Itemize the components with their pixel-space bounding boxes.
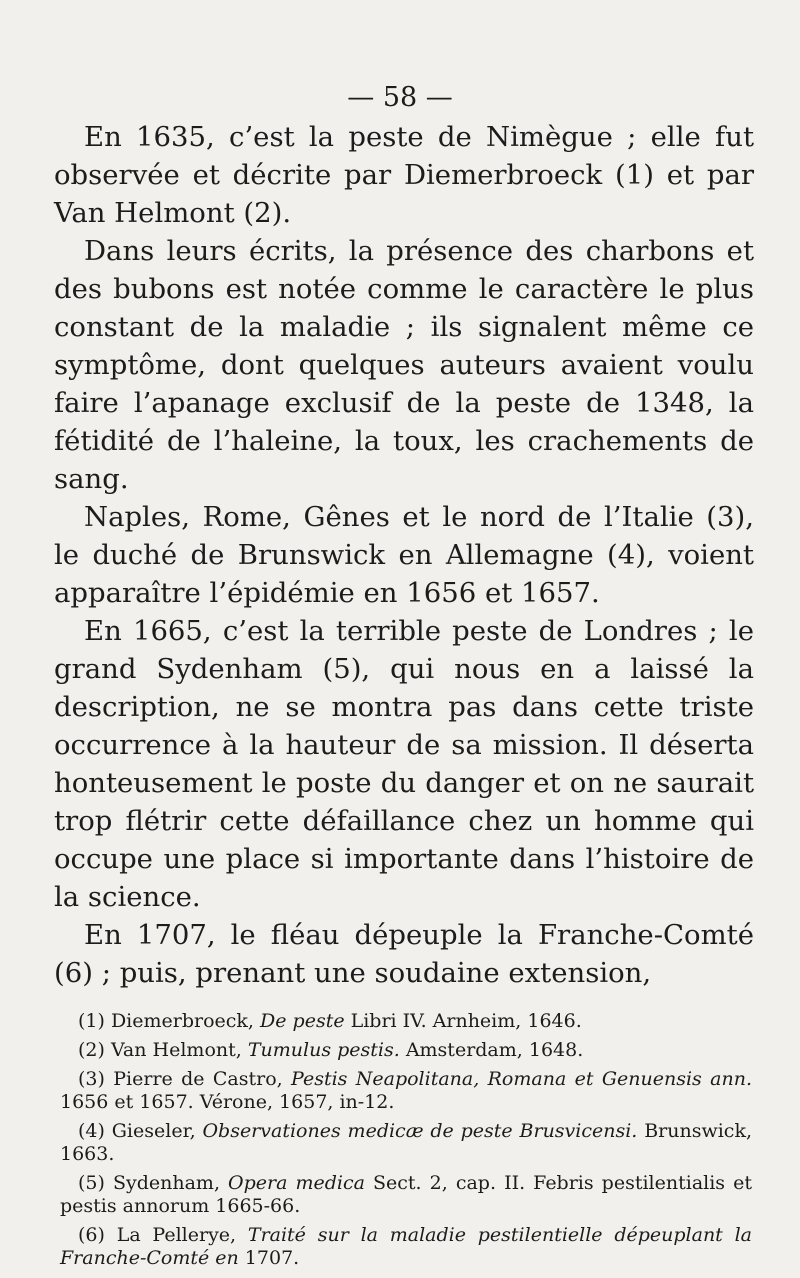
footnote-title: Tumulus pestis. bbox=[247, 1039, 400, 1061]
footnote-author: (2) Van Helmont, bbox=[78, 1039, 248, 1061]
footnote-author: (3) Pierre de Castro, bbox=[78, 1068, 292, 1090]
paragraph: Naples, Rome, Gênes et le nord de l’Italie (3), le duché de Brunswick en Allemagne (4), voient apparaître l’épidémie en 1656 et 1657. bbox=[54, 501, 754, 609]
footnote-details: 1656 et 1657. Vérone, 1657, in-12. bbox=[60, 1091, 395, 1113]
footnote-details: Amsterdam, 1648. bbox=[399, 1039, 584, 1061]
footnote-title: De peste bbox=[260, 1010, 345, 1032]
footnote-details: Brunswick, 1663. bbox=[60, 1120, 753, 1165]
footnote bbox=[60, 1120, 752, 1166]
footnote bbox=[60, 1039, 752, 1062]
footnote-title: Observationes medicæ de peste Brusvicensi. bbox=[202, 1120, 638, 1142]
footnote-title: Traité sur la maladie pestilentielle dépeuplant la Franche-Comté en bbox=[60, 1224, 753, 1269]
footnote-author: (1) Diemerbroeck, bbox=[78, 1010, 261, 1032]
footnote-details: Sect. 2, cap. II. Febris pestilentialis et pestis annorum 1665-66. bbox=[60, 1172, 752, 1217]
paragraph: En 1665, c’est la terrible peste de Londres ; le grand Sydenham (5), qui nous en a laissé la description, ne se montra pas dans cette triste occurrence à la hauteur de sa mission. Il déserta honteusement le poste du danger et on ne saurait trop flétrir cette défaillance chez un homme qui occupe une place si importante dans l’histoire de la science. bbox=[54, 615, 754, 913]
footnote bbox=[60, 1010, 752, 1033]
footnote-details: 1707. bbox=[238, 1247, 300, 1269]
footnote bbox=[60, 1068, 752, 1114]
paragraph: En 1707, le fléau dépeuple la Franche-Comté (6) ; puis, prenant une soudaine extension, bbox=[54, 919, 754, 989]
footnotes bbox=[60, 1010, 752, 1276]
footnote bbox=[60, 1172, 752, 1218]
footnote-title: Opera medica bbox=[228, 1172, 365, 1194]
footnote-author: (5) Sydenham, bbox=[78, 1172, 229, 1194]
paragraph: En 1635, c’est la peste de Nimègue ; elle fut observée et décrite par Diemerbroeck (1) et par Van Helmont (2). bbox=[54, 121, 754, 229]
paragraph: Dans leurs écrits, la présence des charbons et des bubons est notée comme le caractère le plus constant de la maladie ; ils signalent même ce symptôme, dont quelques auteurs avaient voulu faire l’apanage exclusif de la peste de 1348, la fétidité de l’haleine, la toux, les crachements de sang. bbox=[54, 235, 754, 495]
footnote-author: (4) Gieseler, bbox=[78, 1120, 203, 1142]
footnote bbox=[60, 1224, 752, 1270]
footnote-author: (6) La Pellerye, bbox=[78, 1224, 248, 1246]
footnote-details: Libri IV. Arnheim, 1646. bbox=[344, 1010, 582, 1032]
body-text bbox=[54, 118, 754, 992]
page-number: — 58 — bbox=[347, 82, 453, 113]
footnote-title: Pestis Neapolitana, Romana et Genuensis ann. bbox=[291, 1068, 752, 1090]
